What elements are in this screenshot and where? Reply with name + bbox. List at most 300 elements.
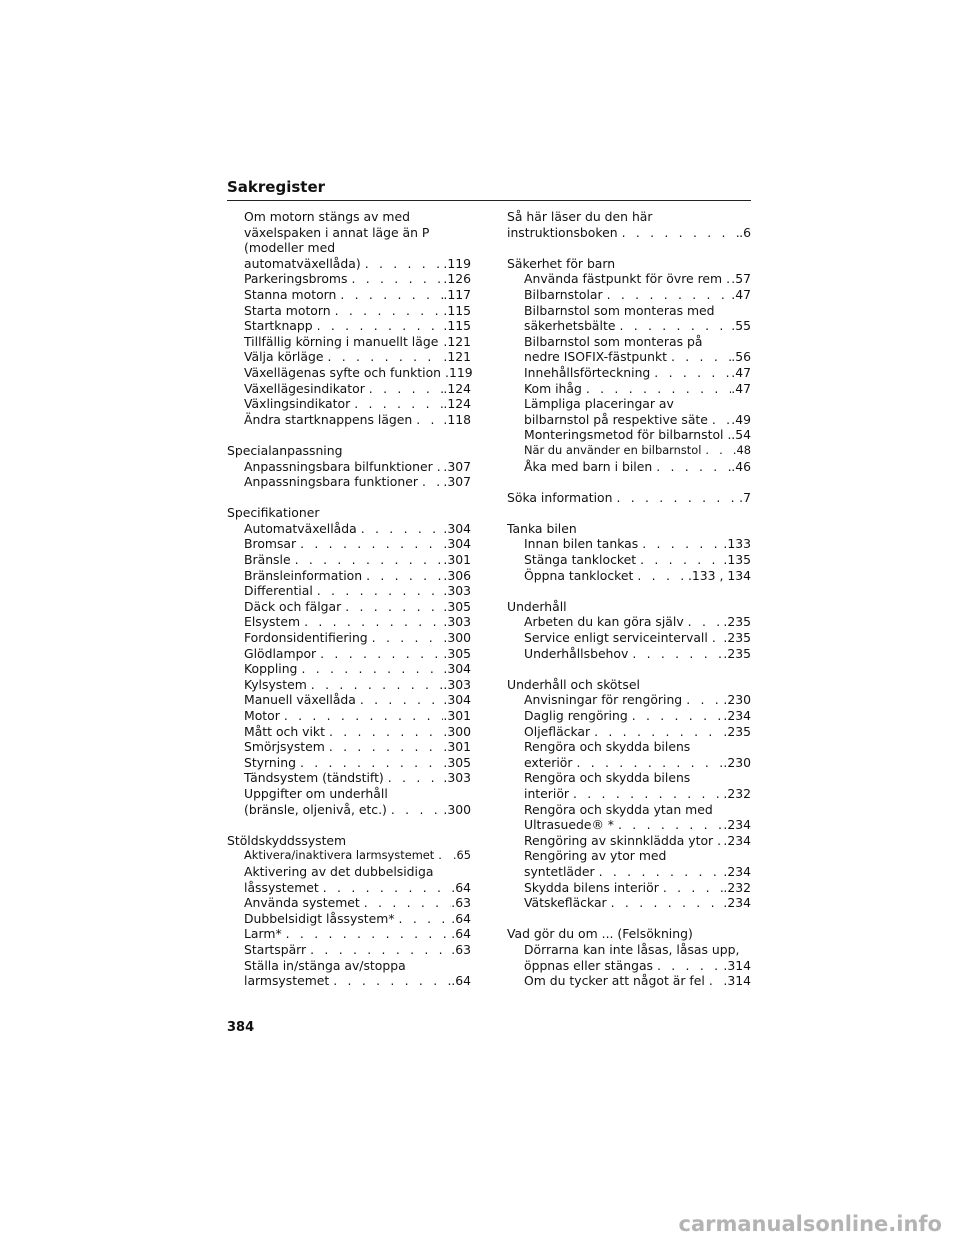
leader-dots: [638, 536, 723, 552]
index-item-text: Bilbarnstolar: [524, 286, 603, 302]
index-item[interactable]: [227, 303, 471, 319]
index-item-row: [524, 412, 751, 428]
leader-dots: [722, 271, 731, 287]
page-reference: .301: [443, 552, 471, 568]
page-reference: .133: [723, 536, 751, 552]
leader-dots: [361, 256, 444, 272]
index-item-row: [524, 646, 751, 662]
leader-dots: [357, 521, 444, 537]
leader-dots: [636, 552, 723, 568]
index-item-text: Ultrasuede® *: [524, 817, 615, 833]
page-reference: .301: [443, 739, 471, 755]
index-item-text: låssystemet: [244, 879, 319, 895]
page-reference: .56: [731, 349, 751, 365]
page-reference: .64: [451, 910, 471, 926]
index-item-text: Dubbelsidigt låssystem*: [244, 910, 395, 926]
page-reference: .115: [443, 302, 471, 318]
index-item[interactable]: [227, 552, 471, 568]
index-item-text: Innehållsförteckning: [524, 364, 651, 380]
index-item-row: [524, 786, 751, 802]
index-item-row: [524, 973, 751, 989]
index-item-row: [244, 365, 471, 381]
leader-dots: [350, 396, 443, 412]
page-reference: .303: [443, 614, 471, 630]
leader-dots: [300, 614, 443, 630]
leader-dots: [280, 708, 444, 724]
page-reference: .47: [731, 380, 751, 396]
leader-dots: [331, 303, 444, 319]
index-item[interactable]: [227, 848, 471, 864]
index-item[interactable]: [227, 786, 471, 817]
index-item[interactable]: [227, 911, 471, 927]
index-item[interactable]: [507, 536, 751, 552]
index-item[interactable]: [227, 599, 471, 615]
index-item[interactable]: [507, 614, 751, 630]
index-item-text: nedre ISOFIX-fästpunkt: [524, 349, 667, 365]
index-item[interactable]: [507, 303, 751, 334]
index-item[interactable]: [507, 287, 751, 303]
index-item-row: [244, 599, 471, 615]
page-reference: .300: [443, 801, 471, 817]
leader-dots: [325, 724, 443, 740]
page-reference: .305: [443, 754, 471, 770]
index-item-text: exteriör: [524, 754, 573, 770]
index-item-row: [524, 443, 751, 459]
page-reference: .230: [723, 692, 751, 708]
index-item-row: [244, 630, 471, 646]
index-item[interactable]: [507, 973, 751, 989]
index-item-row: [524, 864, 751, 880]
leader-dots: [395, 911, 452, 927]
index-item[interactable]: [227, 287, 471, 303]
index-item-row: [244, 521, 471, 537]
index-item-row: [244, 318, 471, 334]
index-item-row: [244, 880, 471, 896]
index-item[interactable]: [227, 708, 471, 724]
index-item-line: växelspaken i annat läge än P: [244, 224, 430, 240]
index-item[interactable]: [507, 708, 751, 724]
index-item-line: Rengöra och skydda bilens: [524, 770, 691, 786]
page-reference: .235: [723, 630, 751, 646]
index-item[interactable]: [507, 833, 751, 849]
page-reference: .232: [723, 785, 751, 801]
index-item-row: [244, 474, 471, 490]
index-item[interactable]: [227, 334, 471, 350]
leader-dots: [595, 864, 724, 880]
leader-dots: [652, 459, 731, 475]
page-reference: .64: [451, 879, 471, 895]
index-entry-group: [227, 505, 471, 817]
index-item-text: Arbeten du kan göra själv: [524, 614, 684, 630]
index-heading: Säkerhet för barn: [507, 255, 616, 271]
index-item[interactable]: [507, 459, 751, 475]
leader-dots: [313, 583, 444, 599]
page-reference: .314: [723, 957, 751, 973]
index-item[interactable]: [227, 755, 471, 771]
page-reference: .235: [723, 614, 751, 630]
index-item-text: säkerhetsbälte: [524, 318, 616, 334]
index-item[interactable]: [507, 271, 751, 287]
page-reference: .64: [451, 973, 471, 989]
index-item[interactable]: [507, 552, 751, 568]
leader-dots: [713, 833, 723, 849]
index-item-row: [244, 412, 471, 428]
index-item[interactable]: [227, 895, 471, 911]
index-item-row: [524, 880, 751, 896]
page-reference: .304: [443, 661, 471, 677]
index-entry-group: [507, 490, 751, 506]
leader-dots: [313, 318, 444, 334]
index-item-text: Monteringsmetod för bilbarnstol: [524, 427, 724, 443]
index-item[interactable]: [227, 926, 471, 942]
index-item-row: [524, 349, 751, 365]
index-item[interactable]: [507, 490, 751, 506]
leader-dots: [412, 412, 443, 428]
index-item-row: [507, 225, 751, 241]
index-item-row: [244, 926, 471, 942]
index-item-row: [244, 271, 471, 287]
index-item-row: [244, 708, 471, 724]
index-item-text: Använda systemet: [244, 895, 360, 911]
index-item-row: [244, 661, 471, 677]
index-item-text: Aktivera/inaktivera larmsystemet: [244, 848, 435, 863]
index-item[interactable]: [507, 427, 751, 443]
index-item[interactable]: [227, 614, 471, 630]
index-item[interactable]: [507, 630, 751, 646]
index-item-row: [244, 568, 471, 584]
page-reference: .234: [723, 708, 751, 723]
leader-dots: [607, 895, 724, 911]
index-item-text: Välja körläge: [244, 349, 324, 365]
index-item[interactable]: [507, 646, 751, 662]
leader-dots: [590, 724, 723, 740]
index-item-text: öppnas eller stängas: [524, 957, 653, 973]
index-item[interactable]: [227, 677, 471, 693]
page-reference: .6: [739, 224, 751, 240]
index-item-row: [244, 802, 471, 818]
index-item[interactable]: [227, 209, 471, 271]
index-item-line: Så här läser du den här: [507, 209, 653, 224]
index-item-text: Ändra startknappens lägen: [244, 411, 413, 427]
index-item[interactable]: [507, 848, 751, 879]
index-item-text: Oljefläckar: [524, 723, 591, 739]
index-entry-group: [507, 677, 751, 911]
leader-dots: [291, 552, 444, 568]
index-item-row: [524, 692, 751, 708]
index-entry-group: [507, 521, 751, 583]
page-reference: .117: [443, 286, 471, 302]
leader-dots: [612, 490, 739, 506]
index-item[interactable]: [507, 365, 751, 381]
index-item-text: Differential: [244, 583, 313, 599]
index-column-left: [227, 209, 471, 1004]
index-column-right: [507, 209, 751, 1004]
index-heading: Tanka bilen: [507, 520, 577, 536]
index-item[interactable]: [507, 942, 751, 973]
index-item-text: automatväxellåda): [244, 255, 361, 271]
index-item-row: [524, 381, 751, 397]
index-item-text: Växellägesindikator: [244, 380, 365, 396]
leader-dots: [724, 427, 732, 443]
index-item[interactable]: [227, 770, 471, 786]
index-item-text: Koppling: [244, 661, 298, 677]
index-item-text: Automatväxellåda: [244, 520, 357, 536]
page-reference: .63: [451, 941, 471, 957]
index-entry-group: [227, 443, 471, 490]
index-item-row: [524, 958, 751, 974]
page-reference: .46: [731, 458, 751, 474]
index-item-line: Om motorn stängs av med: [244, 209, 410, 224]
index-entry-group: [507, 599, 751, 661]
leader-dots: [336, 287, 443, 303]
index-item[interactable]: [507, 802, 751, 833]
index-item-row: [244, 349, 471, 365]
page-reference: .304: [443, 692, 471, 708]
index-heading: Underhåll: [507, 598, 567, 614]
index-item-text: Rengöring av skinnklädda ytor: [524, 832, 714, 848]
index-item[interactable]: [227, 521, 471, 537]
page-reference: .301: [443, 708, 471, 723]
page-reference: .119: [445, 364, 473, 380]
leader-dots: [316, 646, 443, 662]
index-item[interactable]: [507, 443, 751, 459]
leader-dots: [418, 474, 443, 490]
page-reference: .303: [443, 676, 471, 692]
leader-dots: [603, 287, 732, 303]
page-reference: .304: [443, 520, 471, 536]
index-item[interactable]: [507, 895, 751, 911]
leader-dots: [653, 958, 723, 974]
page-reference: .234: [723, 817, 751, 833]
page-reference: .304: [443, 536, 471, 552]
index-item-text: Anpassningsbara funktioner: [244, 474, 418, 490]
index-item[interactable]: [227, 630, 471, 646]
index-item-text: Startknapp: [244, 318, 313, 334]
index-item[interactable]: [227, 381, 471, 397]
index-item-line: Aktivering av det dubbelsidiga: [244, 863, 434, 879]
index-item-row: [244, 287, 471, 303]
index-item[interactable]: [227, 459, 471, 475]
page-reference: .121: [443, 349, 471, 365]
index-item-row: [244, 334, 471, 350]
index-item[interactable]: [227, 724, 471, 740]
index-item-text: Motor: [244, 708, 280, 723]
index-item[interactable]: [227, 661, 471, 677]
page-reference: .47: [731, 364, 751, 380]
index-item-text: (bränsle, oljenivå, etc.): [244, 801, 387, 817]
page-reference: .305: [443, 645, 471, 661]
index-item[interactable]: [227, 349, 471, 365]
leader-dots: [684, 614, 724, 630]
index-item-row: [244, 677, 471, 693]
leader-dots: [341, 599, 443, 615]
leader-dots: [434, 848, 453, 864]
leader-dots: [614, 817, 723, 833]
index-item-row: [507, 490, 751, 506]
index-item[interactable]: [507, 381, 751, 397]
index-entry-group: [507, 926, 751, 988]
index-item[interactable]: [507, 739, 751, 770]
index-item-row: [244, 911, 471, 927]
page-reference: .234: [723, 832, 751, 848]
index-item[interactable]: [227, 396, 471, 412]
index-item[interactable]: [227, 646, 471, 662]
index-item-text: bilbarnstol på respektive säte: [524, 411, 708, 427]
index-item[interactable]: [227, 365, 471, 381]
leader-dots: [701, 443, 732, 459]
page-reference: .63: [451, 895, 471, 911]
page-reference: .126: [443, 271, 471, 287]
leader-dots: [329, 973, 451, 989]
index-item[interactable]: [507, 334, 751, 365]
page-reference: .119: [443, 255, 471, 271]
index-item-row: [524, 459, 751, 475]
page-reference: .305: [443, 598, 471, 614]
index-item-text: Söka information: [507, 489, 613, 505]
index-item[interactable]: [227, 318, 471, 334]
page-reference: .232: [723, 879, 751, 895]
index-item[interactable]: [507, 209, 751, 240]
index-item-row: [524, 271, 751, 287]
index-item[interactable]: [227, 864, 471, 895]
page-reference: .124: [443, 396, 471, 412]
index-item-text: Underhållsbehov: [524, 645, 629, 661]
page-reference: .57: [731, 271, 751, 287]
index-item[interactable]: [507, 692, 751, 708]
index-item-text: Stänga tanklocket: [524, 552, 637, 568]
index-item-row: [244, 848, 471, 864]
index-item-row: [244, 973, 471, 989]
index-item-row: [524, 614, 751, 630]
index-item-text: Om du tycker att något är fel: [524, 973, 705, 989]
leader-dots: [708, 412, 731, 428]
header-divider: [227, 200, 751, 201]
index-heading: Specialanpassning: [227, 442, 343, 458]
index-item-row: [244, 770, 471, 786]
index-item-text: Parkeringsbroms: [244, 271, 348, 287]
page-reference: .300: [443, 723, 471, 739]
leader-dots: [365, 381, 444, 397]
index-item[interactable]: [227, 942, 471, 958]
index-item-row: [244, 739, 471, 755]
index-item[interactable]: [507, 770, 751, 801]
index-item-row: [524, 630, 751, 646]
index-item-text: Innan bilen tankas: [524, 536, 639, 552]
index-item-text: interiör: [524, 785, 569, 801]
leader-dots: [307, 677, 444, 693]
leader-dots: [650, 365, 731, 381]
index-item-line: Rengöra och skydda bilens: [524, 739, 691, 755]
index-item-text: Mått och vikt: [244, 723, 325, 739]
leader-dots: [569, 786, 723, 802]
index-item-text: Bränsle: [244, 552, 291, 568]
page-reference: .303: [443, 770, 471, 786]
page-reference: .133 , 134: [687, 567, 751, 583]
index-item-text: När du använder en bilbarnstol: [524, 442, 702, 457]
index-item[interactable]: [227, 271, 471, 287]
index-item-text: Stanna motorn: [244, 286, 337, 302]
page-reference: .7: [739, 489, 751, 505]
index-item[interactable]: [507, 880, 751, 896]
leader-dots: [618, 225, 740, 241]
index-item-text: Tändsystem (tändstift): [244, 770, 384, 786]
leader-dots: [387, 802, 444, 818]
leader-dots: [659, 880, 724, 896]
index-item-row: [524, 427, 751, 443]
page-reference: .300: [443, 630, 471, 646]
index-item[interactable]: [507, 568, 751, 584]
index-item-line: Uppgifter om underhåll: [244, 785, 388, 801]
index-entry-group: [507, 209, 751, 240]
page-reference: .230: [723, 754, 751, 770]
page-reference: .234: [723, 895, 751, 911]
index-item-text: Skydda bilens interiör: [524, 879, 659, 895]
leader-dots: [705, 973, 724, 989]
index-heading: Vad gör du om ... (Felsökning): [507, 926, 693, 942]
index-item-line: Rengöra och skydda ytan med: [524, 801, 713, 817]
index-item[interactable]: [227, 739, 471, 755]
index-item[interactable]: [227, 474, 471, 490]
index-item-text: Elsystem: [244, 614, 301, 630]
leader-dots: [628, 708, 724, 724]
leader-dots: [296, 755, 443, 771]
leader-dots: [323, 349, 443, 365]
index-item[interactable]: [227, 958, 471, 989]
index-item-text: Bränsleinformation: [244, 567, 363, 583]
index-item-text: Däck och fälgar: [244, 598, 342, 614]
leader-dots: [362, 568, 443, 584]
page-reference: .115: [443, 318, 471, 334]
index-item[interactable]: [227, 412, 471, 428]
index-item[interactable]: [227, 692, 471, 708]
page-reference: .55: [731, 318, 751, 334]
index-item-text: Använda fästpunkt för övre rem: [524, 271, 723, 287]
index-item-text: Växlingsindikator: [244, 396, 351, 412]
index-item-row: [524, 365, 751, 381]
index-heading: Underhåll och skötsel: [507, 676, 640, 692]
index-item-row: [524, 536, 751, 552]
index-item-text: Daglig rengöring: [524, 708, 628, 723]
index-item[interactable]: [227, 568, 471, 584]
index-item[interactable]: [507, 396, 751, 427]
index-item-text: Åka med barn i bilen: [524, 458, 653, 474]
index-item-text: Kylsystem: [244, 676, 307, 692]
index-item[interactable]: [507, 724, 751, 740]
index-item-text: Växellägenas syfte och funktion: [244, 364, 442, 380]
index-item-text: Kom ihåg: [524, 380, 582, 396]
leader-dots: [384, 770, 444, 786]
index-item-text: Glödlampor: [244, 645, 317, 661]
page-reference: .65: [452, 848, 471, 863]
index-item-text: Tillfällig körning i manuellt läge: [244, 333, 439, 349]
leader-dots: [356, 692, 444, 708]
index-item[interactable]: [227, 583, 471, 599]
index-entry-group: [507, 256, 751, 474]
index-item-text: Manuell växellåda: [244, 692, 356, 708]
index-item-text: Startspärr: [244, 941, 307, 957]
index-item-text: Styrning: [244, 754, 296, 770]
index-item[interactable]: [227, 536, 471, 552]
leader-dots: [615, 318, 731, 334]
page-reference: .235: [723, 645, 751, 661]
index-entry-group: [227, 209, 471, 427]
index-item-row: [244, 536, 471, 552]
page-reference: .307: [443, 474, 471, 490]
leader-dots: [433, 459, 444, 475]
index-item-line: Lämpliga placeringar av: [524, 396, 674, 412]
leader-dots: [633, 568, 688, 584]
index-item-text: Anpassningsbara bilfunktioner: [244, 458, 433, 474]
